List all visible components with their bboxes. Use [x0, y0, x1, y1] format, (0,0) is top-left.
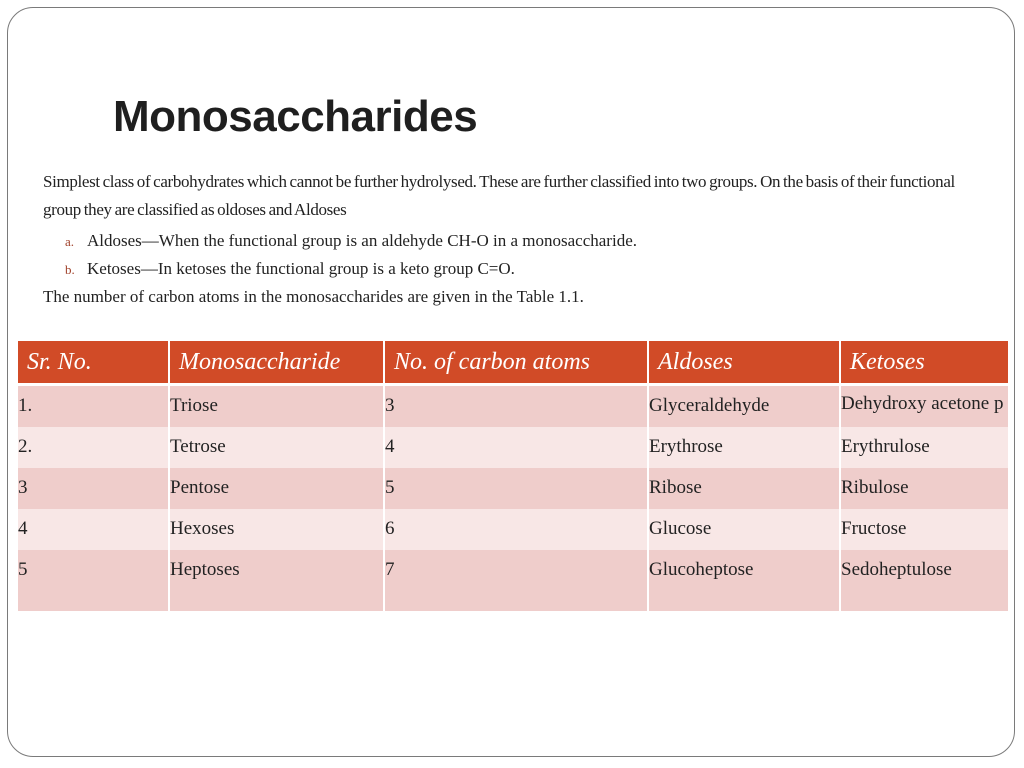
table-row — [17, 427, 1009, 468]
cell-aldose: Erythrose — [648, 427, 840, 468]
table-row — [17, 550, 1009, 611]
table-row — [17, 509, 1009, 550]
list-item-ketoses — [65, 255, 965, 283]
list-item-aldoses — [65, 227, 965, 255]
header-ketoses: Ketoses — [840, 341, 1009, 385]
cell-carbon-atoms: 6 — [384, 509, 648, 550]
monosaccharide-table — [16, 341, 1010, 611]
cell-sr-no: 1. — [17, 385, 169, 428]
cell-monosaccharide: Triose — [169, 385, 384, 428]
list-item-text: Ketoses—In ketoses the functional group is a keto group C=O. — [87, 259, 515, 278]
header-aldoses: Aldoses — [648, 341, 840, 385]
cell-sr-no: 3 — [17, 468, 169, 509]
header-monosaccharide: Monosaccharide — [169, 341, 384, 385]
header-sr-no: Sr. No. — [17, 341, 169, 385]
cell-aldose: Glucoheptose — [648, 550, 840, 611]
cell-monosaccharide: Tetrose — [169, 427, 384, 468]
cell-carbon-atoms: 4 — [384, 427, 648, 468]
cell-ketose-text: Dehydroxy acetone p — [841, 393, 1004, 414]
cell-ketose: Erythrulose — [840, 427, 1009, 468]
cell-monosaccharide: Heptoses — [169, 550, 384, 611]
table-note: The number of carbon atoms in the monosaccharides are given in the Table 1.1. — [43, 287, 584, 306]
list-marker: b. — [65, 262, 75, 277]
cell-ketose: Fructose — [840, 509, 1009, 550]
cell-carbon-atoms: 5 — [384, 468, 648, 509]
cell-carbon-atoms: 7 — [384, 550, 648, 611]
header-carbon-atoms: No. of carbon atoms — [384, 341, 648, 385]
table-header-row — [17, 341, 1009, 385]
cell-monosaccharide: Pentose — [169, 468, 384, 509]
group-list — [65, 227, 965, 283]
list-item-text: Aldoses—When the functional group is an aldehyde CH-O in a monosaccharide. — [87, 231, 637, 250]
cell-aldose: Glucose — [648, 509, 840, 550]
cell-aldose: Glyceraldehyde — [648, 385, 840, 428]
slide-title: Monosaccharides — [113, 92, 478, 141]
cell-aldose: Ribose — [648, 468, 840, 509]
cell-monosaccharide: Hexoses — [169, 509, 384, 550]
cell-ketose — [840, 385, 1009, 428]
cell-sr-no: 5 — [17, 550, 169, 611]
cell-sr-no: 4 — [17, 509, 169, 550]
cell-sr-no: 2. — [17, 427, 169, 468]
table-row — [17, 468, 1009, 509]
cell-carbon-atoms: 3 — [384, 385, 648, 428]
cell-ketose: Sedoheptulose — [840, 550, 1009, 611]
list-marker: a. — [65, 234, 75, 249]
cell-ketose: Ribulose — [840, 468, 1009, 509]
intro-paragraph: Simplest class of carbohydrates which cannot be further hydrolysed. These are further classified into two groups. On the basis of their functional group they are classified as oldoses and Aldoses — [43, 172, 955, 219]
table-row — [17, 385, 1009, 428]
